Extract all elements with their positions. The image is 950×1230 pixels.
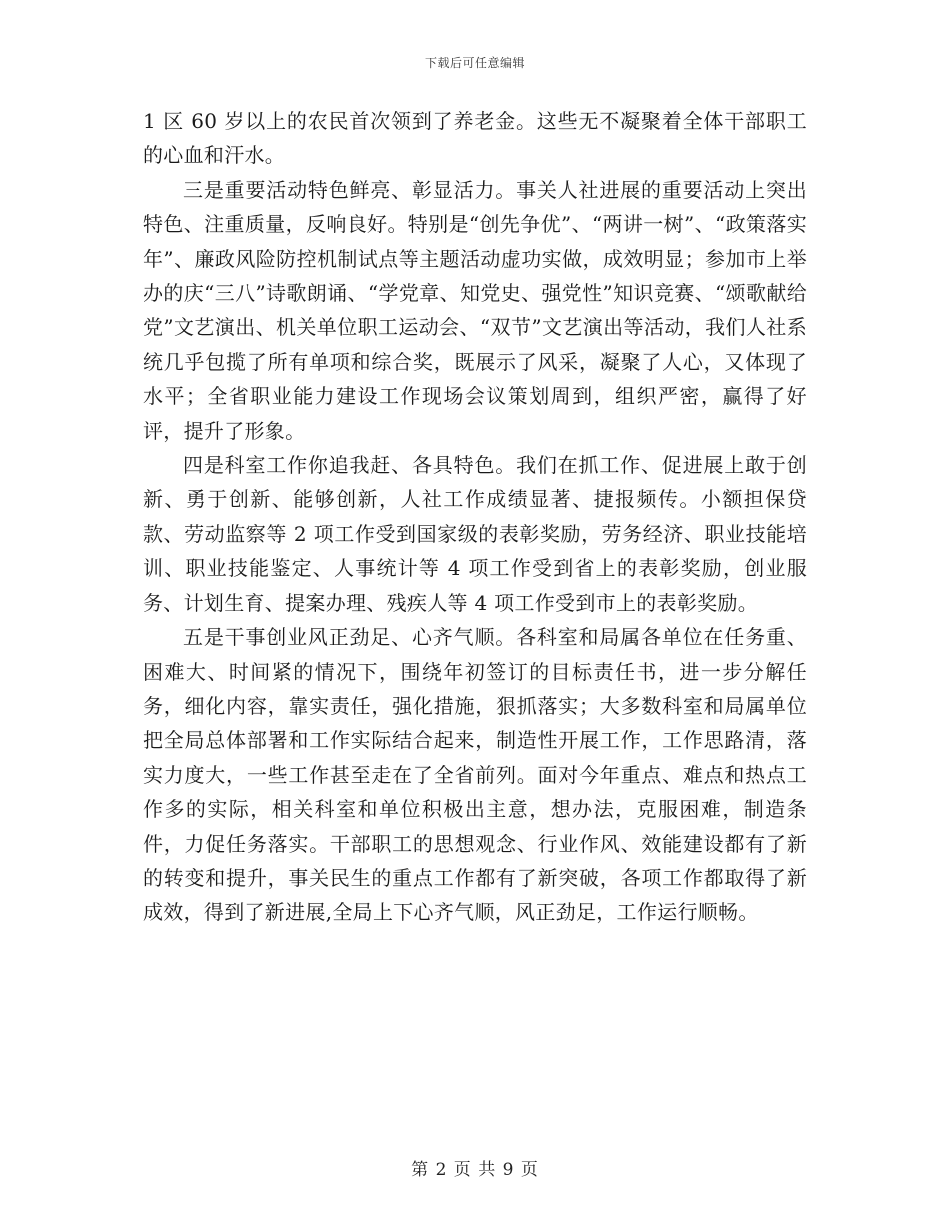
document-body — [143, 104, 807, 930]
paragraph-4: 五是干事创业风正劲足、心齐气顺。各科室和局属各单位在任务重、困难大、时间紧的情况下，围绕年初签订的目标责任书，进一步分解任务，细化内容，靠实责任，强化措施，狠抓落实；大多数科室和局属单位把全局总体部署和工作实际结合起来，制造性开展工作，工作思路清，落实力度大，一些工作甚至走在了全省前列。面对今年重点、难点和热点工作多的实际，相关科室和单位积极出主意，想办法，克服困难，制造条件，力促任务落实。干部职工的思想观念、行业作风、效能建设都有了新的转变和提升，事关民生的重点工作都有了新突破，各项工作都取得了新成效，得到了新进展,全局上下心齐气顺，风正劲足，工作运行顺畅。 — [143, 625, 807, 925]
paragraph-3: 四是科室工作你追我赶、各具特色。我们在抓工作、促进展上敢于创新、勇于创新、能够创新，人社工作成绩显著、捷报频传。小额担保贷款、劳动监察等 2 项工作受到国家级的表彰奖励，劳务经济、职业技能培训、职业技能鉴定、人事统计等 4 项工作受到省上的表彰奖励，创业服务、计划生育、提案办理、残疾人等 4 项工作受到市上的表彰奖励。 — [143, 453, 807, 615]
header-note: 下载后可任意编辑 — [424, 56, 525, 70]
paragraph-2: 三是重要活动特色鲜亮、彰显活力。事关人社进展的重要活动上突出特色、注重质量，反响良好。特别是“创先争优”、“两讲一树”、“政策落实年”、廉政风险防控机制试点等主题活动虚功实做，成效明显；参加市上举办的庆“三八”诗歌朗诵、“学党章、知党史、强党性”知识竞赛、“颂歌献给党”文艺演出、机关单位职工运动会、“双节”文艺演出等活动，我们人社系统几乎包揽了所有单项和综合奖，既展示了风采，凝聚了人心，又体现了水平；全省职业能力建设工作现场会议策划周到，组织严密，赢得了好评，提升了形象。 — [143, 177, 807, 443]
page-number: 第 2 页 共 9 页 — [411, 1160, 539, 1180]
paragraph-1: 1 区 60 岁以上的农民首次领到了养老金。这些无不凝聚着全体干部职工的心血和汗水。 — [143, 109, 807, 168]
